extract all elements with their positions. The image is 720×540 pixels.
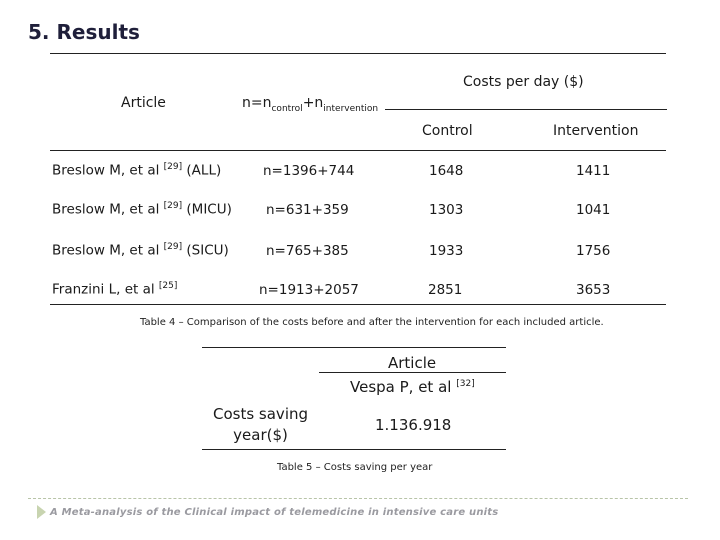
row-n: n=1396+744: [263, 163, 355, 179]
table-4-caption: Table 4 – Comparison of the costs before and after the intervention for each included article.: [140, 317, 604, 328]
table5-article-header: Article: [388, 354, 437, 372]
row-article: Breslow M, et al [29] (ALL): [52, 162, 222, 179]
row-intervention: 1411: [576, 163, 611, 179]
n-header-prefix: n=n: [242, 95, 272, 111]
row-intervention: 3653: [576, 282, 611, 298]
intervention-column-header: Intervention: [553, 123, 639, 139]
table5-header-rule: [319, 372, 506, 373]
footer-text: A Meta-analysis of the Clinical impact of telemedicine in intensive care units: [50, 507, 499, 518]
row-article: Breslow M, et al [29] (SICU): [52, 242, 229, 259]
row-article: Franzini L, et al [25]: [52, 281, 178, 298]
row-article: Breslow M, et al [29] (MICU): [52, 201, 232, 218]
table5-bottom-rule: [202, 449, 506, 450]
row-n: n=631+359: [266, 202, 349, 218]
footer-arrow-icon: [37, 505, 46, 519]
footer-divider: [28, 498, 688, 499]
row-intervention: 1756: [576, 243, 611, 259]
n-header-sub-intervention: intervention: [323, 103, 379, 114]
table5-top-rule: [202, 347, 506, 348]
row-control: 1648: [429, 163, 464, 179]
row-control: 2851: [428, 282, 463, 298]
costs-saving-label: Costs saving year($): [213, 405, 309, 444]
control-column-header: Control: [422, 123, 473, 139]
article-column-header: Article: [121, 95, 166, 111]
row-n: n=1913+2057: [259, 282, 359, 298]
table-bottom-rule: [50, 304, 666, 305]
costs-per-day-header: Costs per day ($): [463, 74, 584, 90]
title-rule: [50, 53, 666, 54]
row-control: 1303: [429, 202, 464, 218]
table-5-caption: Table 5 – Costs saving per year: [277, 462, 433, 473]
costs-saving-value: 1.136.918: [375, 416, 452, 434]
header-bottom-rule: [50, 150, 666, 151]
row-intervention: 1041: [576, 202, 611, 218]
n-column-header: [242, 95, 378, 114]
table5-article-name: Vespa P, et al [32]: [350, 378, 475, 396]
row-n: n=765+385: [266, 243, 349, 259]
row-control: 1933: [429, 243, 464, 259]
n-header-plus: +n: [302, 95, 324, 111]
page-title: 5. Results: [28, 20, 140, 44]
costs-header-rule: [385, 109, 667, 110]
n-header-sub-control: control: [271, 103, 303, 114]
